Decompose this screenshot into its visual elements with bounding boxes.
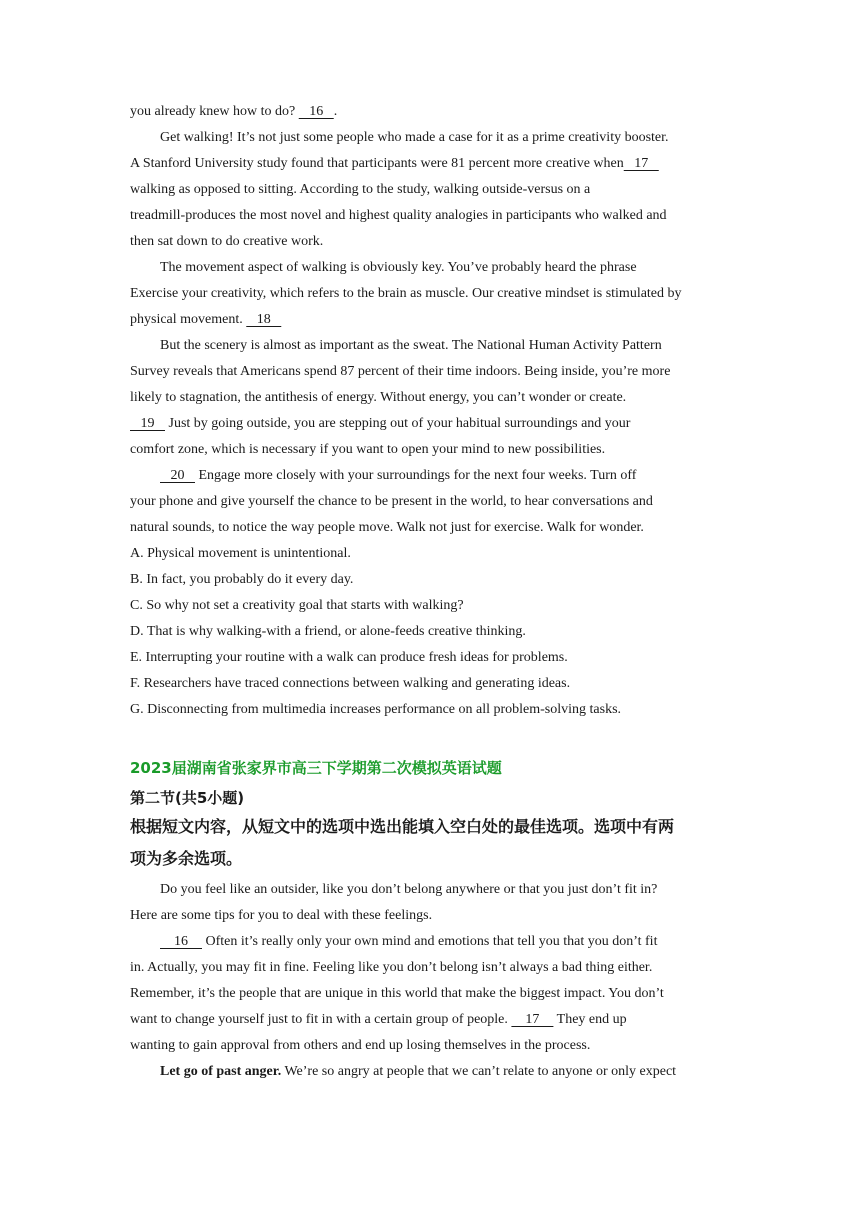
line-text: your phone and give yourself the chance to be present in the world, to hear conversations and [130,494,653,509]
line-text-after: They end up [553,1012,627,1027]
line-text: natural sounds, to notice the way people move. Walk not just for exercise. Walk for wonder. [130,520,644,535]
line-text: want to change yourself just to fit in with a certain group of people. [130,1012,512,1027]
line-text-after: Engage more closely with your surroundings for the next four weeks. Turn off [195,468,637,483]
text-line [130,1059,732,1085]
text-line [130,151,732,177]
text-line [130,333,732,359]
line-text: Remember, it’s the people that are unique in this world that make the biggest impact. You don’t [130,986,664,1001]
text-line [130,411,732,437]
text-line [130,437,732,463]
line-text: Here are some tips for you to deal with these feelings. [130,908,433,923]
text-line [130,981,732,1007]
text-line [130,463,732,489]
text-line [130,619,732,645]
text-line [130,645,732,671]
text-line [130,903,732,929]
line-text: wanting to gain approval from others and end up losing themselves in the process. [130,1038,591,1053]
text-line [130,541,732,567]
line-text: Survey reveals that Americans spend 87 percent of their time indoors. Being inside, you’re more [130,364,671,379]
text-line [130,671,732,697]
text-line [130,929,732,955]
instruction-line: 项为多余选项。 [130,849,243,868]
line-text: But the scenery is almost as important as the sweat. The National Human Activity Pattern [160,338,662,353]
text-line [130,255,732,281]
section-gap [130,723,732,751]
line-text: Get walking! It’s not just some people who made a case for it as a prime creativity booster. [160,130,669,145]
text-line [130,359,732,385]
line-text: A Stanford University study found that participants were 81 percent more creative when [130,156,624,171]
text-line [130,385,732,411]
answer-blank: 17 [511,1012,554,1027]
passage-one [130,99,732,723]
text-line [130,203,732,229]
text-line [130,1033,732,1059]
line-text-after: . [333,104,338,119]
text-line [130,1007,732,1033]
answer-blank: 16 [160,934,202,949]
text-line [130,177,732,203]
answer-blank: 19 [130,416,165,431]
line-text: Do you feel like an outsider, like you don’t belong anywhere or that you just don’t fit in? [160,882,658,897]
text-line [130,593,732,619]
exam-source-title: 2023届湖南省张家界市高三下学期第二次模拟英语试题 [130,759,502,777]
line-text: likely to stagnation, the antithesis of energy. Without energy, you can’t wonder or create. [130,390,627,405]
line-text: walking as opposed to sitting. According to the study, walking outside-versus on a [130,182,591,197]
text-line [130,955,732,981]
text-line [130,125,732,151]
line-text: C. So why not set a creativity goal that starts with walking? [130,598,464,613]
line-text: Exercise your creativity, which refers to the brain as muscle. Our creative mindset is stimulated by [130,286,682,301]
text-line [130,281,732,307]
line-text: treadmill-produces the most novel and highest quality analogies in participants who walked and [130,208,667,223]
line-text: physical movement. [130,312,247,327]
text-line [130,697,732,723]
text-line [130,229,732,255]
section-title: 第二节(共5小题) [130,789,245,807]
line-text: F. Researchers have traced connections between walking and generating ideas. [130,676,571,691]
line-text: E. Interrupting your routine with a walk can produce fresh ideas for problems. [130,650,568,665]
line-text: you already knew how to do? [130,104,299,119]
instruction-line: 根据短文内容，从短文中的选项中选出能填入空白处的最佳选项。选项中有两 [130,817,675,836]
line-text: G. Disconnecting from multimedia increases performance on all problem-solving tasks. [130,702,622,717]
answer-blank: 20 [160,468,195,483]
line-text: then sat down to do creative work. [130,234,324,249]
line-text: A. Physical movement is unintentional. [130,546,351,561]
text-line [130,515,732,541]
answer-blank: 17 [623,156,659,171]
text-line [130,99,732,125]
text-line [130,567,732,593]
text-line [130,307,732,333]
text-line [130,489,732,515]
line-text-after: We’re so angry at people that we can’t relate to anyone or only expect [281,1064,677,1079]
line-text: The movement aspect of walking is obviously key. You’ve probably heard the phrase [160,260,637,275]
line-text-after: Often it’s really only your own mind and emotions that tell you that you don’t fit [202,934,658,949]
line-text: comfort zone, which is necessary if you want to open your mind to new possibilities. [130,442,606,457]
answer-blank: 16 [298,104,334,119]
answer-blank: 18 [246,312,282,327]
line-text: B. In fact, you probably do it every day. [130,572,354,587]
line-text-after: Just by going outside, you are stepping out of your habitual surroundings and your [165,416,631,431]
bold-heading: Let go of past anger. [160,1064,282,1079]
line-text: in. Actually, you may fit in fine. Feeling like you don’t belong isn’t always a bad thing either. [130,960,653,975]
line-text: D. That is why walking-with a friend, or alone-feeds creative thinking. [130,624,526,639]
document-page [130,99,732,1085]
passage-two [130,877,732,1085]
text-line [130,877,732,903]
